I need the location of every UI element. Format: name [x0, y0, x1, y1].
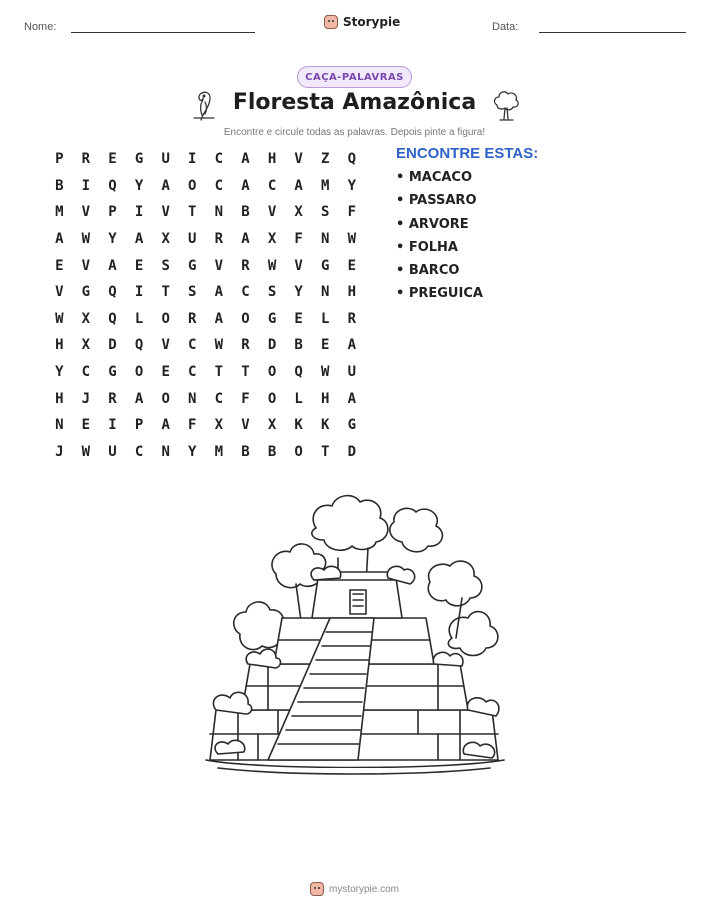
- category-badge: CAÇA-PALAVRAS: [297, 66, 412, 88]
- grid-letter[interactable]: B: [267, 443, 277, 460]
- word-list-title: ENCONTRE ESTAS:: [396, 145, 539, 162]
- grid-letter[interactable]: L: [321, 310, 330, 327]
- word-list-item: • PREGUICA: [396, 286, 483, 302]
- grid-letter[interactable]: R: [108, 390, 117, 407]
- grid-letter[interactable]: O: [294, 443, 303, 460]
- grid-letter[interactable]: X: [81, 337, 91, 354]
- grid-letter[interactable]: H: [347, 284, 357, 301]
- parrot-icon: [190, 88, 218, 122]
- grid-letter[interactable]: M: [321, 177, 330, 194]
- grid-letter[interactable]: U: [108, 443, 117, 460]
- grid-letter[interactable]: J: [81, 390, 91, 407]
- grid-letter[interactable]: V: [81, 257, 91, 274]
- grid-letter[interactable]: Y: [55, 364, 64, 381]
- grid-letter[interactable]: A: [55, 231, 64, 248]
- grid-letter[interactable]: V: [267, 204, 277, 221]
- grid-letter[interactable]: W: [321, 364, 330, 381]
- grid-letter[interactable]: C: [81, 364, 91, 381]
- grid-letter[interactable]: Y: [134, 177, 144, 194]
- grid-letter[interactable]: R: [81, 151, 91, 168]
- grid-letter[interactable]: B: [241, 204, 250, 221]
- grid-row: [46, 252, 366, 279]
- grid-letter[interactable]: Y: [108, 231, 117, 248]
- grid-letter[interactable]: E: [321, 337, 330, 354]
- grid-letter[interactable]: P: [108, 204, 117, 221]
- grid-letter[interactable]: E: [161, 364, 170, 381]
- grid-letter[interactable]: J: [55, 443, 64, 460]
- grid-letter[interactable]: Q: [347, 151, 357, 168]
- grid-letter[interactable]: R: [241, 257, 250, 274]
- grid-letter[interactable]: K: [321, 417, 330, 434]
- grid-letter[interactable]: D: [108, 337, 117, 354]
- grid-letter[interactable]: P: [55, 151, 64, 168]
- word-list: [396, 170, 483, 310]
- word-list-item: • FOLHA: [396, 239, 458, 255]
- grid-letter[interactable]: C: [241, 284, 250, 301]
- grid-letter[interactable]: I: [134, 284, 144, 301]
- grid-letter[interactable]: A: [241, 231, 250, 248]
- grid-letter[interactable]: O: [267, 364, 277, 381]
- grid-letter[interactable]: B: [294, 337, 303, 354]
- grid-letter[interactable]: F: [188, 417, 197, 434]
- tree-icon: [491, 89, 521, 123]
- storypie-logo-icon: [310, 882, 324, 896]
- grid-row: [46, 226, 366, 253]
- grid-letter[interactable]: S: [161, 257, 170, 274]
- grid-letter[interactable]: R: [188, 310, 197, 327]
- grid-letter[interactable]: X: [267, 231, 277, 248]
- grid-letter[interactable]: I: [108, 417, 117, 434]
- grid-letter[interactable]: I: [134, 204, 144, 221]
- grid-letter[interactable]: A: [294, 177, 303, 194]
- grid-letter[interactable]: C: [267, 177, 277, 194]
- grid-letter[interactable]: Q: [134, 337, 144, 354]
- grid-letter[interactable]: W: [81, 231, 91, 248]
- grid-letter[interactable]: G: [134, 151, 144, 168]
- grid-letter[interactable]: V: [81, 204, 91, 221]
- grid-letter[interactable]: E: [134, 257, 144, 274]
- storypie-logo-icon: [324, 15, 338, 29]
- grid-letter[interactable]: R: [347, 310, 357, 327]
- grid-letter[interactable]: H: [55, 390, 64, 407]
- grid-letter[interactable]: X: [294, 204, 303, 221]
- grid-letter[interactable]: W: [347, 231, 357, 248]
- grid-letter[interactable]: C: [134, 443, 144, 460]
- grid-letter[interactable]: A: [161, 177, 170, 194]
- grid-row: [46, 306, 366, 333]
- grid-letter[interactable]: A: [214, 284, 224, 301]
- grid-letter[interactable]: A: [134, 390, 144, 407]
- grid-letter[interactable]: G: [81, 284, 91, 301]
- grid-letter[interactable]: F: [347, 204, 357, 221]
- grid-letter[interactable]: H: [55, 337, 64, 354]
- grid-letter[interactable]: Y: [188, 443, 197, 460]
- date-label: Data:: [492, 21, 519, 33]
- date-field[interactable]: [539, 32, 686, 33]
- word-list-item: • MACACO: [396, 170, 473, 185]
- grid-letter[interactable]: S: [321, 204, 330, 221]
- grid-row: [46, 332, 366, 359]
- grid-letter[interactable]: Z: [321, 151, 330, 168]
- brand-name: Storypie: [343, 15, 401, 29]
- grid-letter[interactable]: C: [214, 177, 224, 194]
- grid-letter[interactable]: I: [188, 151, 197, 168]
- grid-letter[interactable]: I: [81, 177, 91, 194]
- grid-letter[interactable]: N: [55, 417, 64, 434]
- grid-letter[interactable]: H: [321, 390, 330, 407]
- grid-letter[interactable]: A: [347, 337, 357, 354]
- grid-letter[interactable]: V: [294, 151, 303, 168]
- grid-letter[interactable]: U: [347, 364, 357, 381]
- grid-letter[interactable]: V: [241, 417, 250, 434]
- grid-letter[interactable]: G: [347, 417, 357, 434]
- grid-letter[interactable]: B: [241, 443, 250, 460]
- grid-letter[interactable]: O: [241, 310, 250, 327]
- grid-letter[interactable]: Y: [294, 284, 303, 301]
- grid-letter[interactable]: A: [161, 417, 170, 434]
- grid-letter[interactable]: L: [134, 310, 144, 327]
- grid-letter[interactable]: G: [267, 310, 277, 327]
- grid-letter[interactable]: A: [241, 177, 250, 194]
- grid-letter[interactable]: D: [267, 337, 277, 354]
- grid-row: [46, 173, 366, 200]
- grid-letter[interactable]: B: [55, 177, 64, 194]
- grid-letter[interactable]: K: [294, 417, 303, 434]
- grid-letter[interactable]: T: [214, 364, 224, 381]
- grid-letter[interactable]: G: [321, 257, 330, 274]
- grid-row: [46, 199, 366, 226]
- word-list-item: • PASSARO: [396, 193, 477, 209]
- grid-letter[interactable]: O: [134, 364, 144, 381]
- grid-letter[interactable]: Q: [108, 310, 117, 327]
- grid-letter[interactable]: O: [188, 177, 197, 194]
- grid-letter[interactable]: N: [214, 204, 224, 221]
- grid-letter[interactable]: E: [81, 417, 91, 434]
- grid-letter[interactable]: A: [241, 151, 250, 168]
- grid-letter[interactable]: Q: [108, 284, 117, 301]
- grid-letter[interactable]: E: [294, 310, 303, 327]
- grid-letter[interactable]: E: [108, 151, 117, 168]
- grid-row: [46, 359, 366, 386]
- name-label: Nome:: [24, 21, 57, 33]
- grid-letter[interactable]: O: [267, 390, 277, 407]
- name-field[interactable]: [71, 32, 255, 33]
- grid-letter[interactable]: L: [294, 390, 303, 407]
- grid-letter[interactable]: W: [81, 443, 91, 460]
- grid-letter[interactable]: A: [134, 231, 144, 248]
- grid-letter[interactable]: Y: [347, 177, 357, 194]
- grid-letter[interactable]: V: [161, 337, 170, 354]
- grid-letter[interactable]: G: [188, 257, 197, 274]
- grid-letter[interactable]: U: [188, 231, 197, 248]
- grid-row: [46, 279, 366, 306]
- grid-letter[interactable]: E: [347, 257, 357, 274]
- grid-letter[interactable]: O: [161, 390, 170, 407]
- grid-letter[interactable]: C: [214, 390, 224, 407]
- word-list-item: • ARVORE: [396, 216, 469, 232]
- grid-row: [46, 146, 366, 173]
- grid-letter[interactable]: X: [161, 231, 170, 248]
- grid-letter[interactable]: E: [55, 257, 64, 274]
- grid-letter[interactable]: Q: [294, 364, 303, 381]
- instructions: Encontre e circule todas as palavras. Depois pinte a figura!: [223, 127, 486, 138]
- grid-letter[interactable]: X: [214, 417, 224, 434]
- grid-letter[interactable]: M: [55, 204, 64, 221]
- grid-letter[interactable]: C: [188, 364, 197, 381]
- grid-letter[interactable]: V: [161, 204, 170, 221]
- grid-letter[interactable]: C: [188, 337, 197, 354]
- grid-row: [46, 412, 366, 439]
- word-list-item: • BARCO: [396, 263, 460, 279]
- grid-row: [46, 439, 366, 466]
- grid-letter[interactable]: N: [321, 231, 330, 248]
- temple-illustration: [198, 488, 510, 778]
- grid-letter[interactable]: T: [188, 204, 197, 221]
- grid-letter[interactable]: U: [161, 151, 170, 168]
- footer: [0, 882, 709, 896]
- grid-letter[interactable]: R: [241, 337, 250, 354]
- grid-letter[interactable]: X: [81, 310, 91, 327]
- grid-letter[interactable]: P: [134, 417, 144, 434]
- grid-letter[interactable]: N: [321, 284, 330, 301]
- grid-letter[interactable]: C: [214, 151, 224, 168]
- grid-letter[interactable]: S: [188, 284, 197, 301]
- grid-letter[interactable]: H: [267, 151, 277, 168]
- grid-letter[interactable]: T: [241, 364, 250, 381]
- grid-letter[interactable]: Q: [108, 177, 117, 194]
- grid-letter[interactable]: D: [347, 443, 357, 460]
- grid-letter[interactable]: O: [161, 310, 170, 327]
- footer-url[interactable]: mystorypie.com: [328, 883, 399, 895]
- grid-letter[interactable]: X: [267, 417, 277, 434]
- grid-letter[interactable]: R: [214, 231, 224, 248]
- grid-letter[interactable]: T: [321, 443, 330, 460]
- grid-letter[interactable]: W: [214, 337, 224, 354]
- word-search-grid: [46, 146, 366, 465]
- grid-letter[interactable]: V: [214, 257, 224, 274]
- grid-letter[interactable]: G: [108, 364, 117, 381]
- grid-letter[interactable]: F: [294, 231, 303, 248]
- grid-letter[interactable]: A: [347, 390, 357, 407]
- grid-letter[interactable]: T: [161, 284, 170, 301]
- grid-letter[interactable]: M: [214, 443, 224, 460]
- grid-letter[interactable]: F: [241, 390, 250, 407]
- grid-letter[interactable]: N: [161, 443, 170, 460]
- grid-letter[interactable]: V: [294, 257, 303, 274]
- grid-letter[interactable]: W: [55, 310, 64, 327]
- grid-letter[interactable]: N: [188, 390, 197, 407]
- grid-letter[interactable]: W: [267, 257, 277, 274]
- grid-row: [46, 385, 366, 412]
- page-title: Floresta Amazônica: [232, 90, 477, 115]
- brand: [324, 15, 400, 29]
- grid-letter[interactable]: A: [214, 310, 224, 327]
- grid-letter[interactable]: A: [108, 257, 117, 274]
- grid-letter[interactable]: V: [55, 284, 64, 301]
- grid-letter[interactable]: S: [267, 284, 277, 301]
